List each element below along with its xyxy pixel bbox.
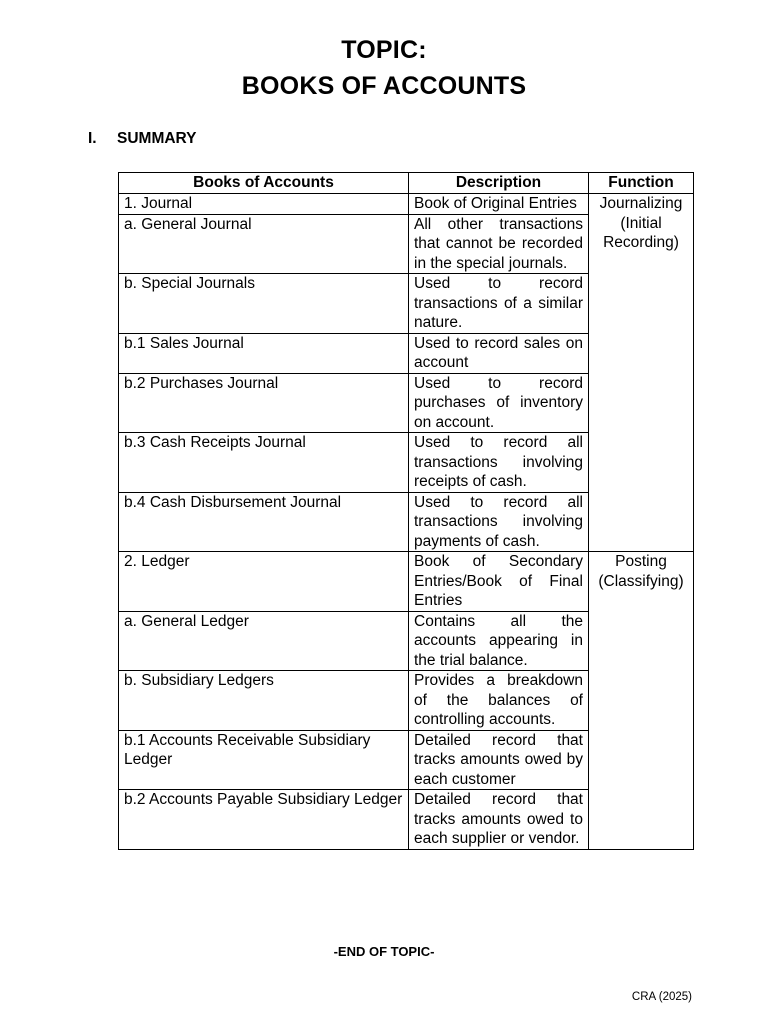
section-number: I. — [88, 130, 97, 147]
book-description: Used to record purchases of inventory on account. — [409, 373, 589, 433]
book-name: a. General Journal — [119, 214, 409, 274]
credit-text: CRA (2025) — [631, 991, 692, 1003]
section-heading — [88, 130, 197, 148]
book-name: b.1 Accounts Receivable Subsidiary Ledger — [119, 730, 409, 790]
book-description: Detailed record that tracks amounts owed to each supplier or vendor. — [409, 790, 589, 850]
book-description: Used to record sales on account — [409, 333, 589, 373]
book-name: b. Subsidiary Ledgers — [119, 671, 409, 731]
book-name: 1. Journal — [119, 194, 409, 215]
book-description: Used to record all transactions involving receipts of cash. — [409, 433, 589, 493]
end-of-topic: -END OF TOPIC- — [333, 944, 435, 959]
table-row — [119, 194, 694, 215]
book-name: a. General Ledger — [119, 611, 409, 671]
column-header-description: Description — [409, 173, 589, 194]
column-header-books: Books of Accounts — [119, 173, 409, 194]
book-description: Provides a breakdown of the balances of controlling accounts. — [409, 671, 589, 731]
book-description: Contains all the accounts appearing in the trial balance. — [409, 611, 589, 671]
book-description: Used to record transactions of a similar nature. — [409, 274, 589, 334]
table-row — [119, 552, 694, 612]
function-journalizing: Journalizing (Initial Recording) — [589, 194, 694, 552]
book-name: b.1 Sales Journal — [119, 333, 409, 373]
function-posting: Posting (Classifying) — [589, 552, 694, 850]
book-description: Used to record all transactions involving payments of cash. — [409, 492, 589, 552]
section-title: SUMMARY — [117, 130, 197, 147]
book-description: All other transactions that cannot be recorded in the special journals. — [409, 214, 589, 274]
book-description: Book of Original Entries — [409, 194, 589, 215]
column-header-function: Function — [589, 173, 694, 194]
table-header-row — [119, 173, 694, 194]
book-name: b. Special Journals — [119, 274, 409, 334]
book-description: Book of Secondary Entries/Book of Final Entries — [409, 552, 589, 612]
summary-table — [118, 172, 694, 850]
book-name: b.3 Cash Receipts Journal — [119, 433, 409, 493]
book-name: b.2 Accounts Payable Subsidiary Ledger — [119, 790, 409, 850]
topic-label: TOPIC: — [341, 36, 427, 64]
book-name: b.2 Purchases Journal — [119, 373, 409, 433]
book-name: b.4 Cash Disbursement Journal — [119, 492, 409, 552]
book-description: Detailed record that tracks amounts owed by each customer — [409, 730, 589, 790]
book-name: 2. Ledger — [119, 552, 409, 612]
page-title: BOOKS OF ACCOUNTS — [241, 72, 527, 100]
